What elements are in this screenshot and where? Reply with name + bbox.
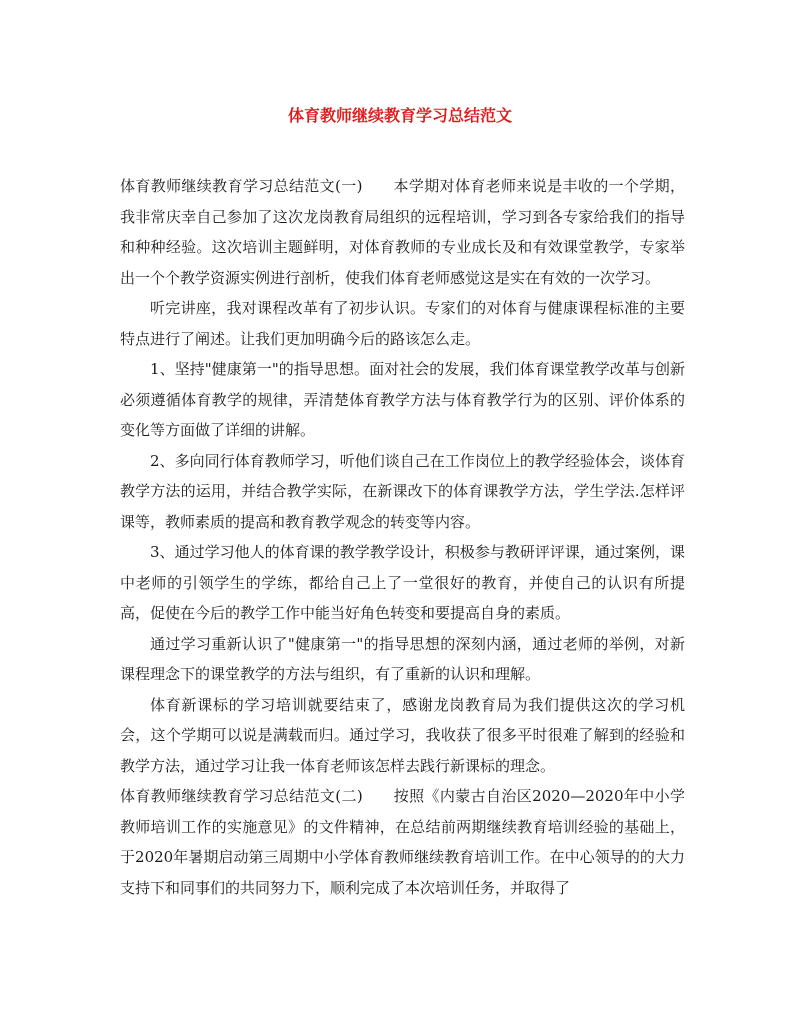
paragraph-1 bbox=[120, 171, 685, 293]
paragraph-4: 2、多向同行体育教师学习，听他们谈自己在工作岗位上的教学经验体会，谈体育教学方法的运用，并结合教学实际，在新课改下的体育课教学方法，学生学法.怎样评课等，教师素质的提高和教育教学观念的转变等内容。 bbox=[120, 451, 685, 531]
paragraph-2: 听完讲座，我对课程改革有了初步认识。专家们的对体育与健康课程标准的主要特点进行了阐述。让我们更加明确今后的路该怎么走。 bbox=[120, 299, 685, 348]
paragraph-1-text: 本学期对体育老师来说是丰收的一个学期，我非常庆幸自己参加了这次龙岗教育局组织的远程培训，学习到各专家给我们的指导和种种经验。这次培训主题鲜明，对体育教师的专业成长及和有效课堂教学，专家举出一个个教学资源实例进行剖析，使我们体育老师感觉这是实在有效的一次学习。 bbox=[120, 177, 685, 287]
paragraph-3: 1、坚持"健康第一"的指导思想。面对社会的发展，我们体育课堂教学改革与创新必须遵循体育教学的规律，弄清楚体育教学方法与体育教学行为的区别、评价体系的变化等方面做了详细的讲解。 bbox=[120, 360, 685, 439]
paragraph-5: 3、通过学习他人的体育课的教学教学设计，积极参与教研评评课，通过案例，课中老师的引领学生的学练，都给自己上了一堂很好的教育，并使自己的认识有所提高，促使在今后的教学工作中能当好角色转变和要提高自身的素质。 bbox=[120, 543, 685, 622]
paragraph-8-text: 按照《内蒙古自治区2020—2020年中小学教师培训工作的实施意见》的文件精神，在总结前两期继续教育培训经验的基础上，于2020年暑期启动第三周期中小学体育教师继续教育培训工作。在中心领导的的大力支持下和同事们的共同努力下，顺利完成了本次培训任务，并取得了 bbox=[120, 787, 685, 897]
document-title: 体育教师继续教育学习总结范文 bbox=[287, 106, 512, 125]
section-heading-1: 体育教师继续教育学习总结范文(一) bbox=[120, 177, 394, 195]
paragraph-6: 通过学习重新认识了"健康第一"的指导思想的深刻内涵，通过老师的举例，对新课程理念下的课堂教学的方法与组织，有了重新的认识和理解。 bbox=[120, 634, 685, 683]
document-body bbox=[120, 171, 685, 903]
paragraph-7: 体育新课标的学习培训就要结束了，感谢龙岗教育局为我们提供这次的学习机会，这个学期可以说是满载而归。通过学习，我收获了很多平时很难了解到的经验和教学方法，通过学习让我一体育老师该怎样去践行新课标的理念。 bbox=[120, 695, 685, 775]
section-heading-2: 体育教师继续教育学习总结范文(二) bbox=[120, 787, 394, 805]
paragraph-8 bbox=[120, 781, 685, 903]
